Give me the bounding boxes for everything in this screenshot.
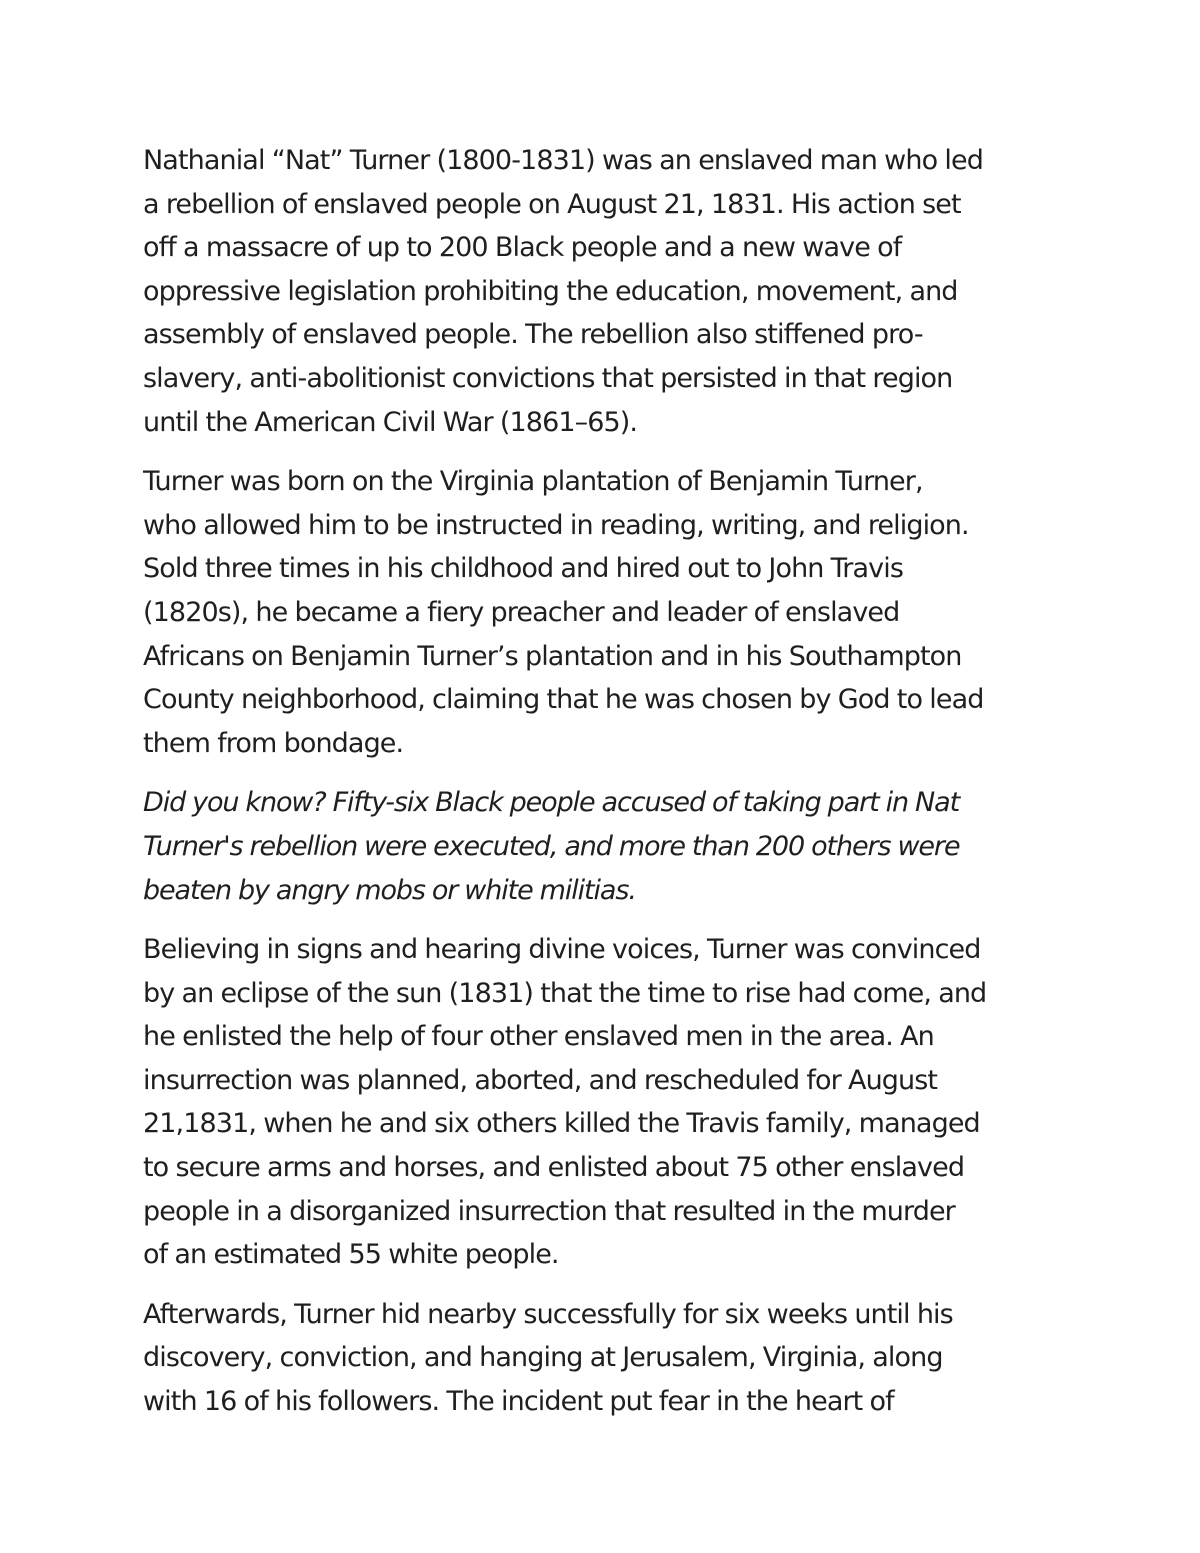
paragraph-insurrection (143, 928, 1058, 1277)
text-line: oppressive legislation prohibiting the education, movement, and (143, 275, 958, 307)
paragraph-early-life (143, 460, 1058, 765)
text-line: County neighborhood, claiming that he was chosen by God to lead (143, 684, 984, 716)
text-line: by an eclipse of the sun (1831) that the time to rise had come, and (143, 977, 987, 1009)
text-line: discovery, conviction, and hanging at Jerusalem, Virginia, along (143, 1342, 943, 1374)
text-line: Did you know? Fifty-six Black people accused of taking part in Nat (143, 787, 960, 819)
text-line: Sold three times in his childhood and hired out to John Travis (143, 553, 903, 585)
text-line: he enlisted the help of four other enslaved men in the area. An (143, 1021, 934, 1053)
document-page (143, 139, 1058, 1440)
text-line: slavery, anti-abolitionist convictions that persisted in that region (143, 362, 953, 394)
paragraph-aftermath (143, 1293, 1058, 1424)
paragraph-intro (143, 139, 1058, 444)
text-line: them from bondage. (143, 727, 404, 759)
text-line: Turner was born on the Virginia plantation of Benjamin Turner, (143, 466, 923, 498)
text-line: who allowed him to be instructed in reading, writing, and religion. (143, 509, 969, 541)
text-line: Afterwards, Turner hid nearby successfully for six weeks until his (143, 1298, 953, 1330)
text-line: Turner's rebellion were executed, and more than 200 others were (143, 830, 960, 862)
text-line: assembly of enslaved people. The rebellion also stiffened pro- (143, 319, 923, 351)
text-line: Nathanial “Nat” Turner (1800-1831) was an enslaved man who led (143, 145, 983, 176)
text-line: beaten by angry mobs or white militias. (143, 874, 636, 906)
paragraph-did-you-know (143, 781, 1058, 912)
text-line: Africans on Benjamin Turner’s plantation and in his Southampton (143, 640, 962, 672)
text-line: (1820s), he became a fiery preacher and leader of enslaved (143, 596, 900, 628)
text-line: until the American Civil War (1861–65). (143, 406, 638, 438)
text-line: a rebellion of enslaved people on August 21, 1831. His action set (143, 188, 961, 220)
text-line: people in a disorganized insurrection that resulted in the murder (143, 1195, 955, 1227)
text-line: 21,1831, when he and six others killed the Travis family, managed (143, 1108, 980, 1140)
text-line: of an estimated 55 white people. (143, 1239, 559, 1271)
text-line: insurrection was planned, aborted, and rescheduled for August (143, 1064, 938, 1096)
text-line: off a massacre of up to 200 Black people and a new wave of (143, 232, 902, 264)
text-line: to secure arms and horses, and enlisted about 75 other enslaved (143, 1152, 965, 1184)
text-line: with 16 of his followers. The incident put fear in the heart of (143, 1386, 894, 1418)
text-line: Believing in signs and hearing divine voices, Turner was convinced (143, 934, 981, 966)
